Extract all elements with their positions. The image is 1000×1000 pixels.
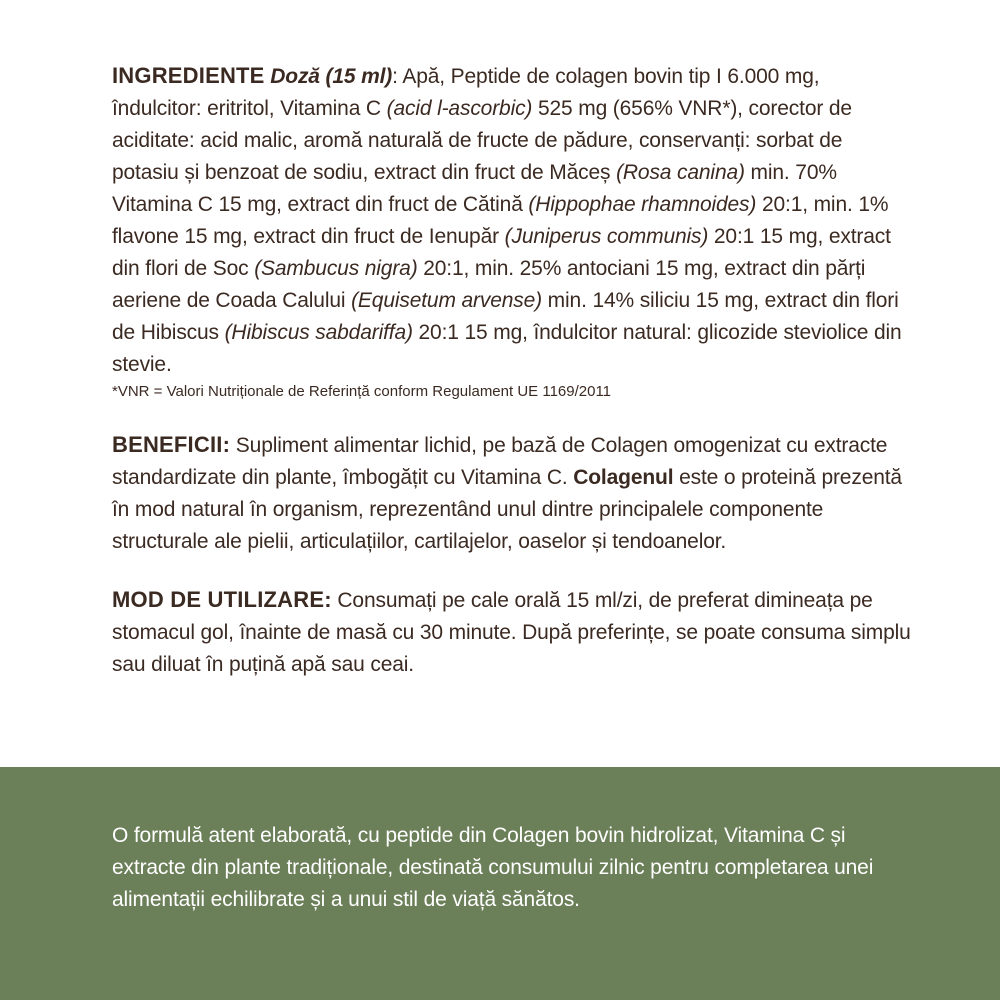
ingredients-text-8: 20:1 15 mg, îndulcitor natural: glicozide steviolice din stevie.: [112, 321, 902, 376]
ingredients-latin-1: (acid l-ascorbic): [386, 97, 533, 120]
spacer: [112, 558, 912, 584]
ingredients-dose: Doză (15 ml): [270, 65, 393, 88]
ingredients-text-6: 20:1, min. 25% antociani 15 mg, extract din părți aeriene de Coada Calului: [112, 257, 866, 312]
ingredients-text-5: 20:1 15 mg, extract din flori de Soc: [112, 225, 891, 280]
ingredients-latin-3: (Hippophae rhamnoides): [528, 193, 757, 216]
product-info: [112, 60, 912, 681]
usage-paragraph: [112, 584, 912, 681]
ingredients-latin-5: (Sambucus nigra): [254, 257, 418, 280]
benefits-bold-term: Colagenul: [573, 466, 674, 489]
benefits-text-2: este o proteină prezentă în mod natural în organism, reprezentând unul dintre principalele componente structurale ale pielii, articulațiilor, cartilajelor, oaselor și tendoanelor.: [112, 466, 902, 553]
ingredients-text-3: min. 70% Vitamina C 15 mg, extract din fruct de Cătină: [112, 161, 837, 216]
usage-text: Consumați pe cale orală 15 ml/zi, de preferat dimineața pe stomacul gol, înainte de masă cu 30 minute. După preferințe, se poate consuma simplu sau diluat în puțină apă sau ceai.: [112, 589, 911, 676]
ingredients-paragraph: [112, 60, 912, 381]
ingredients-text-4: 20:1, min. 1% flavone 15 mg, extract din fruct de Ienupăr: [112, 193, 889, 248]
ingredients-text-2: 525 mg (656% VNR*), corector de aciditate: acid malic, aromă naturală de fructe de pădure, conservanți: sorbat de potasiu și benzoat de sodiu, extract din fruct de Măceș: [112, 97, 852, 184]
ingredients-latin-7: (Hibiscus sabdariffa): [224, 321, 413, 344]
benefits-heading: BENEFICII:: [112, 432, 231, 457]
ingredients-latin-6: (Equisetum arvense): [351, 289, 542, 312]
benefits-paragraph: [112, 429, 912, 558]
benefits-text-1: Supliment alimentar lichid, pe bază de Colagen omogenizat cu extracte standardizate din plante, îmbogățit cu Vitamina C.: [112, 434, 888, 489]
usage-heading: MOD DE UTILIZARE:: [112, 587, 332, 612]
ingredients-latin-2: (Rosa canina): [616, 161, 745, 184]
ingredients-latin-4: (Juniperus communis): [504, 225, 709, 248]
ingredients-heading: INGREDIENTE: [112, 63, 265, 88]
spacer: [112, 403, 912, 429]
ingredients-text-1: : Apă, Peptide de colagen bovin tip I 6.000 mg, îndulcitor: eritritol, Vitamina C: [112, 65, 820, 120]
vnr-footnote: *VNR = Valori Nutriționale de Referință conform Regulament UE 1169/2011: [112, 383, 612, 400]
ingredients-text-7: min. 14% siliciu 15 mg, extract din flori de Hibiscus: [112, 289, 899, 344]
banner-text: O formulă atent elaborată, cu peptide din Colagen bovin hidrolizat, Vitamina C și extracte din plante tradiționale, destinată consumului zilnic pentru completarea unei alimentații echilibrate și a unui stil de viață sănătos.: [112, 824, 874, 911]
